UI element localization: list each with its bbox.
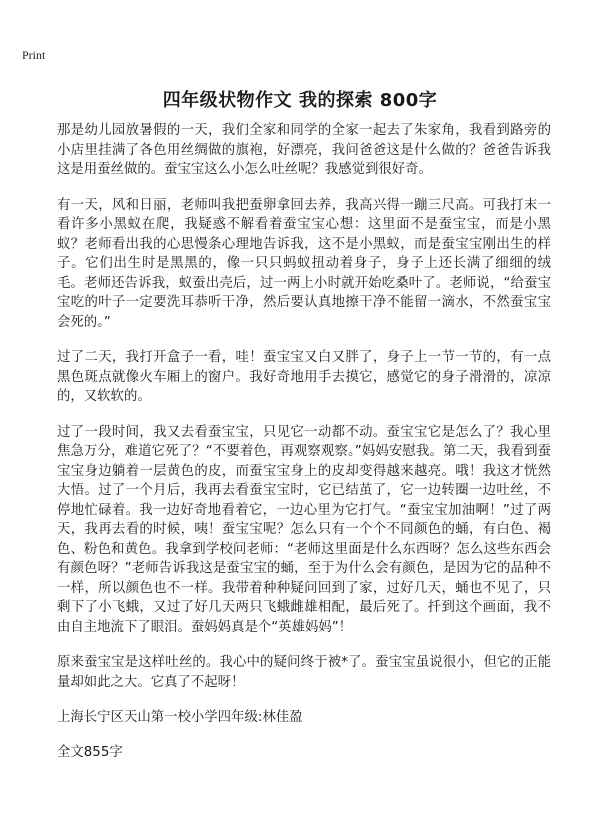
article-paragraph-4: 过了一段时间，我又去看蚕宝宝，只见它一动都不动。蚕宝宝它是怎么了？我心里焦急万分，难道它死了？“不要着色，再观察观察。”妈妈安慰我。第二天，我看到蚕宝宝身边躺着一层黄色的皮，而蚕宝宝身上的皮却变得越来越亮。哦！我这才恍然大悟。过了一个月后，我再去看蚕宝宝时，它已结茧了，它一边转圈一边吐丝，不停地忙碌着。我一边好奇地看着它，一边心里为它打气。“蚕宝宝加油啊！”过了两天，我再去看的时候，咦！蚕宝宝呢？怎么只有一个个不同颜色的蛹，有白色、褐色、粉色和黄色。我拿到学校问老师：“老师这里面是什么东西呀？怎么这些东西会有颜色呀？”老师告诉我这是蚕宝宝的蛹，至于为什么会有颜色，是因为它的品种不一样，所以颜色也不一样。我带着种种疑问回到了家，过好几天，蛹也不见了，只剩下了小飞蛾，又过了好几天两只飞蛾雌雄相配，最后死了。扦到这个画面，我不由自主地流下了眼泪。蚕妈妈真是个“英雄妈妈”！ — [57, 424, 551, 635]
article-paragraph-3: 过了二天，我打开盒子一看，哇！蚕宝宝又白又胖了，身子上一节一节的，有一点黑色斑点就像火车厢上的窗户。我好奇地用手去摸它，感觉它的身子滑滑的，凉凉的，又软软的。 — [57, 350, 551, 404]
article-paragraph-1: 那是幼儿园放暑假的一天，我们全家和同学的全家一起去了朱家角，我看到路旁的小店里挂满了各色用丝绸做的旗袍，好漂亮，我问爸爸这是什么做的？爸爸告诉我这是用蚕丝做的。蚕宝宝这么小怎么吐丝呢？我感觉到很好奇。 — [57, 123, 551, 177]
page-title: 四年级状物作文 我的探索 800字 — [162, 90, 438, 111]
print-link[interactable]: Print — [22, 48, 46, 62]
word-count: 全文855字 — [57, 744, 123, 760]
author-signature: 上海长宁区天山第一校小学四年级:林佳盈 — [57, 710, 303, 725]
article-body — [57, 121, 551, 762]
article-paragraph-2: 有一天，风和日丽，老师叫我把蚕卵拿回去养，我高兴得一蹦三尺高。可我打末一看许多小黑蚁在爬，我疑惑不解看着蚕宝宝心想：这里面不是蚕宝宝，而是小黑蚁？老师看出我的心思慢条心理地告诉我，这不是小黑蚁，而是蚕宝宝刚出生的样子。它们出生时是黑黑的，像一只只蚂蚁扭动着身子，身子上还长满了细细的绒毛。老师还告诉我，蚁蚕出壳后，过一两上小时就开始吃桑叶了。老师说，“给蚕宝宝吃的叶子一定要洗耳恭听干净，然后要认真地擦干净不能留一滴水，不然蚕宝宝会死的。” — [57, 197, 551, 330]
article-paragraph-5: 原来蚕宝宝是这样吐丝的。我心中的疑问终于被*了。蚕宝宝虽说很小，但它的正能量却如此之大。它真了不起呀！ — [57, 655, 551, 690]
